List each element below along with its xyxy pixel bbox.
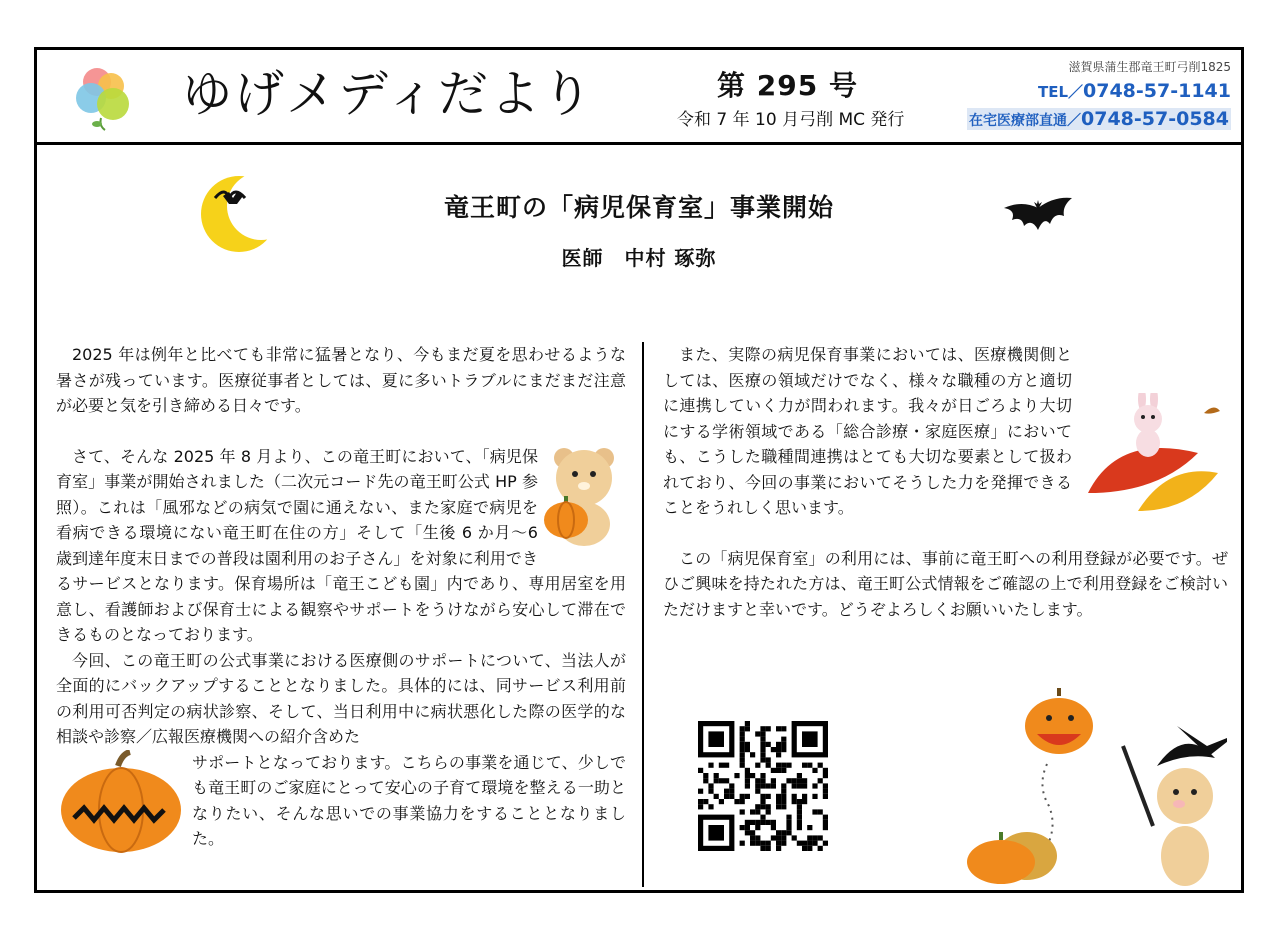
- paragraph: 2025 年は例年と比べても非常に猛暑となり、今もまだ夏を思わせるような暑さが残っています。医療従事者としては、夏に多いトラブルにまだまだ注意が必要と気を引き締める日々です。: [56, 345, 626, 415]
- paragraph: 今回、この竜王町の公式事業における医療側のサポートについて、当法人が全面的にバックアップすることとなりました。具体的には、同サービス利用前の利用可否判定の病状診察、そして、当日利用中に病状悪化した際の医学的な相談や診察／広報医療機関への紹介含めた: [56, 650, 626, 746]
- tel-number: 0748-57-1141: [1083, 80, 1231, 102]
- phone-line: [1038, 80, 1231, 102]
- column-divider: [642, 342, 644, 887]
- bat-icon: [1002, 190, 1074, 248]
- qr-code-icon[interactable]: [698, 721, 834, 855]
- direct-phone-line: [967, 108, 1231, 130]
- address: 滋賀県蒲生郡竜王町弓削1825: [1068, 60, 1231, 74]
- paragraph: サポートとなっております。こちらの事業を通じて、少しでも竜王町のご家庭にとって安心の子育て環境を整える一助となりたい、そんな思いでの事業協力をすることとなりました。: [192, 752, 626, 848]
- article-column-right: [663, 342, 1228, 622]
- article-column-left: [56, 342, 626, 854]
- rabbit-leaf-icon: [1078, 393, 1228, 513]
- paragraph: また、実際の病児保育事業においては、医療機関側としては、医療の領域だけでなく、様々な職種の方と適切に連携していく力が問われます。我々が日ごろより大切にする学術領域である「総合診療・家庭医療」においても、こうした職種間連携はとても大切な要素として扱われており、今回の事業においてそうした力を発揮できることをうれしく思います。: [663, 345, 1072, 517]
- issue-date: 令和 7 年 10 月弓削 MC 発行: [677, 110, 905, 130]
- newsletter-title: ゆげメディだより: [182, 65, 594, 123]
- bear-pumpkin-icon: [544, 444, 626, 549]
- direct-number: 0748-57-0584: [1081, 108, 1229, 130]
- masthead: [37, 50, 1241, 145]
- witch-bear-icon: [947, 686, 1227, 886]
- newsletter-frame: [34, 47, 1244, 893]
- article-title: 竜王町の「病児保育室」事業開始: [443, 193, 834, 222]
- paragraph: この「病児保育室」の利用には、事前に竜王町への利用登録が必要です。ぜひご興味を持たれた方は、竜王町公式情報をご確認の上で利用登録をご検討いただけますと幸いです。どうぞよろしくお願いいたします。: [663, 548, 1228, 619]
- logo-balloons-icon: [69, 60, 141, 132]
- issue-number: 第 295 号: [717, 69, 858, 102]
- jack-o-lantern-icon: [56, 750, 186, 854]
- paragraph: さて、そんな 2025 年 8 月より、この竜王町において、「病児保育室」事業が開始されました（二次元コード先の竜王町公式 HP 参照）。これは「風邪などの病気で園に通えない、また家庭で病児を看病できる環境にない竜王町在住の方」そして「生後 6 か月～6 歳到達年度末日までの普段は園利用のお子さん」を対象に利用できるサービスとなります。保育場所は「竜王こども園」内であり、専用居室を用意し、看護師および保育士による観察やサポートをうけながら安心して滞在できるものとなっております。: [56, 446, 626, 644]
- article-author: 医師 中村 琢弥: [561, 246, 717, 270]
- tel-label: TEL／: [1037, 83, 1084, 101]
- direct-label: 在宅医療部直通／: [969, 113, 1082, 129]
